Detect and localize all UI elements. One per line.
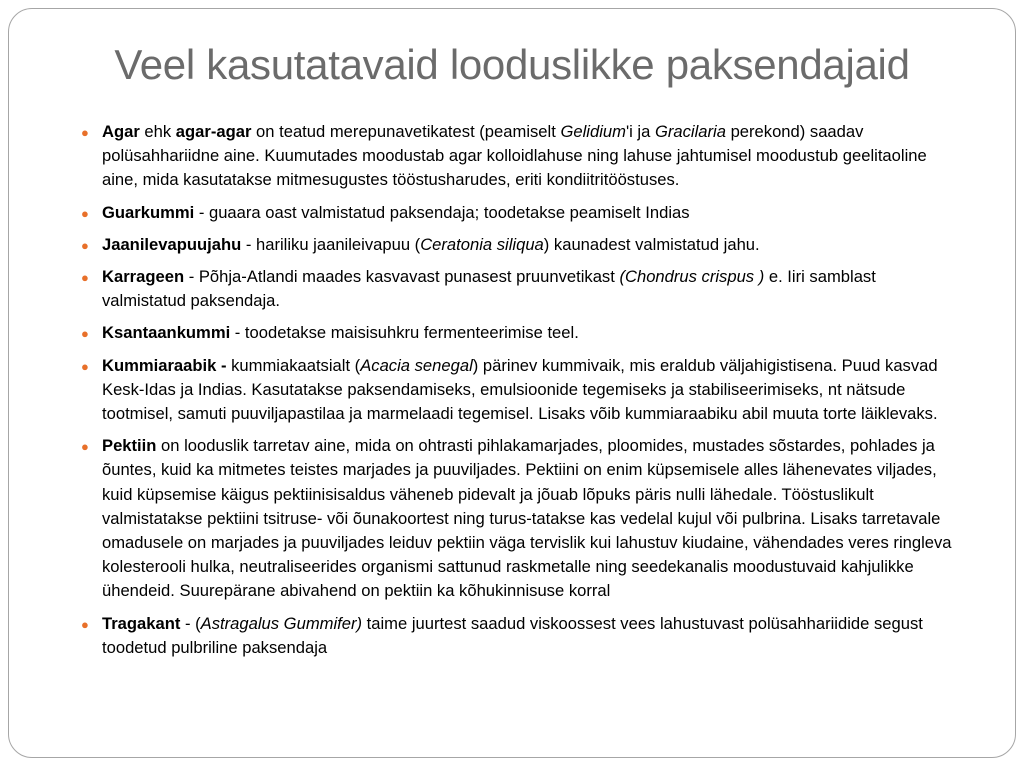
- bullet-text: ehk: [139, 122, 176, 141]
- latin-name: (Chondrus crispus ): [619, 267, 765, 287]
- bullet-text: kummiakaatsialt (: [226, 355, 361, 375]
- term-name: Kummiaraabik -: [102, 355, 227, 375]
- latin-name: Astragalus Gummifer): [200, 613, 363, 633]
- term-name: Ksantaankummi: [102, 323, 231, 343]
- bullet-text: ) kaunadest valmistatud jahu.: [543, 234, 760, 254]
- bullet-icon: ●: [81, 326, 89, 342]
- term-name: Tragakant: [102, 613, 181, 633]
- bullet-item: [78, 354, 958, 427]
- bullet-text: perekond) saadav polüsahhariidne aine. Kuumutades moodustab agar kolloidlahuse ning lahuse jahtumisel moodustub geelitaoline aine, mida kasutatakse mitmesugustes tööstusharudes, eriti kondiitritööstuses.: [102, 122, 927, 190]
- bullet-icon: ●: [81, 358, 89, 374]
- bullet-text: - toodetakse maisisuhkru fermenteerimise teel.: [230, 323, 579, 343]
- bullet-text: e. Iiri samblast valmistatud paksendaja.: [102, 267, 876, 311]
- slide-title: Veel kasutatavaid looduslikke paksendajaid: [114, 41, 910, 88]
- latin-name: Ceratonia siliqua: [420, 234, 544, 254]
- bullet-text: - (: [180, 613, 201, 633]
- bullet-text: taime juurtest saadud viskoossest vees lahustuvast polüsahhariidide segust toodetud pulbriline paksendaja: [102, 613, 923, 657]
- bullet-text: ) pärinev kummivaik, mis eraldub väljahigistisena. Puud kasvad Kesk-Idas ja Indias. Kasutatakse paksendamiseks, emulsioonide tegemiseks ja stabiliseerimiseks, nt nätsude tootmisel, samuti puuviljapastilaa ja marmelaadi tegemisel. Lisaks võib kummiaraabiku abil muuta torte läiklevaks.: [102, 355, 938, 424]
- bullet-list: [78, 120, 958, 668]
- bullet-item: [78, 120, 958, 193]
- term-name: Guarkummi: [102, 202, 195, 222]
- bullet-item: [78, 265, 958, 313]
- bullet-item: [78, 233, 958, 257]
- bullet-text: on looduslik tarretav aine, mida on ohtrasti pihlakamarjades, ploomides, mustades sõstardes, pohlades ja õuntes, kuid ka mitmetes teistes marjades ja puuviljades. Pektiini on enim küpsemisele alles lähenevates viljades, kuid küpsemise käigus pektiinisisaldus väheneb pidevalt ja jõuab lõpuks päris nulli lähedale. Tööstuslikult valmistatakse pektiini tsitruse- või õunakoortest ning turus-tatakse kas vedelal kujul või pulbrina. Lisaks tarretavale omadusele on marjades ja puuviljades leiduv pektiin väga tervislik kui lahustuv kiudaine, vähendades veres ringleva kolesterooli hulka, neutraliseerides organismi sattunud raskmetalle ning seedekanalis moodustuvaid kahjulikke ühendeid. Suurepärane abivahend on pektiin ka kõhukinnisuse korral: [102, 436, 952, 601]
- term-name: Pektiin: [102, 436, 157, 456]
- term-name: agar-agar: [175, 122, 252, 141]
- term-name: Jaanilevapuujahu: [102, 234, 242, 254]
- bullet-text: - guaara oast valmistatud paksendaja; toodetakse peamiselt Indias: [194, 202, 690, 222]
- bullet-icon: ●: [81, 205, 89, 221]
- bullet-icon: ●: [81, 270, 89, 286]
- bullet-text: - Põhja-Atlandi maades kasvavast punasest pruunvetikast: [184, 267, 620, 287]
- bullet-item: [78, 201, 958, 225]
- bullet-item: [78, 321, 958, 345]
- bullet-icon: ●: [81, 439, 89, 455]
- term-name: Karrageen: [102, 267, 185, 287]
- bullet-text: - hariliku jaanileivapuu (: [241, 234, 421, 254]
- bullet-text: 'i ja: [625, 122, 655, 141]
- latin-name: Acacia senegal: [360, 355, 473, 375]
- bullet-icon: ●: [81, 237, 89, 253]
- latin-name: Gelidium: [560, 122, 626, 141]
- bullet-text: on teatud merepunavetikatest (peamiselt: [251, 122, 561, 141]
- bullet-item: [78, 434, 958, 603]
- bullet-icon: ●: [81, 125, 89, 140]
- latin-name: Gracilaria: [654, 122, 726, 141]
- bullet-item: [78, 612, 958, 660]
- term-name: Agar: [102, 122, 140, 141]
- bullet-icon: ●: [81, 616, 89, 632]
